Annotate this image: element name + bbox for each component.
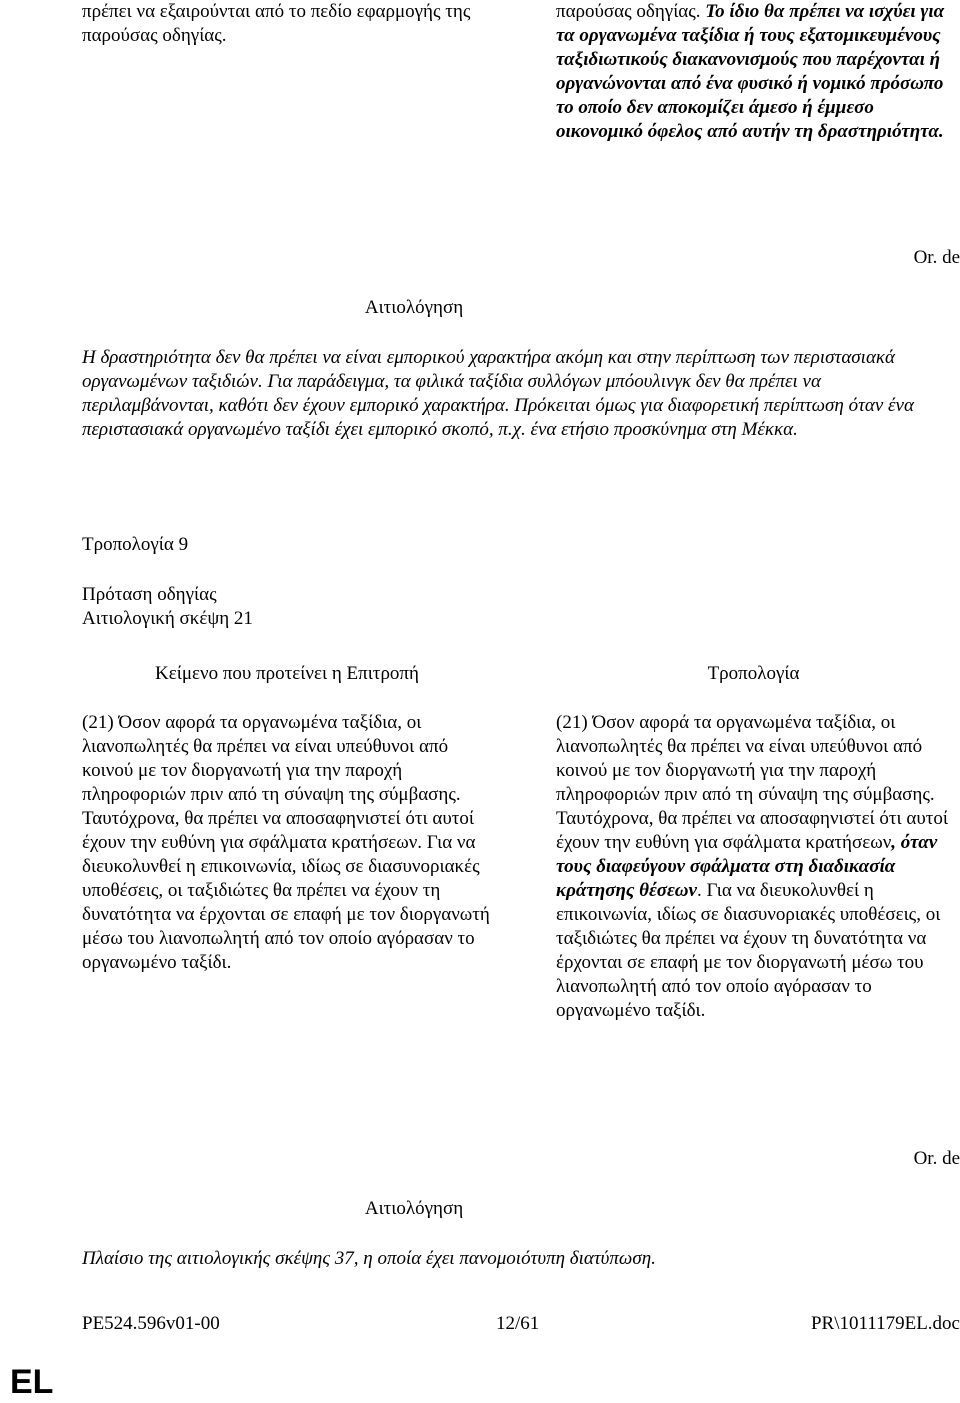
justification-heading-2: Αιτιολόγηση — [364, 1198, 464, 1219]
top-right-bold: Το ίδιο θα πρέπει να ισχύει για τα οργανωμένα ταξίδια ή τους εξατομικευμένους ταξιδιωτικούς διακανονισμούς που παρέχονται ή οργανώνονται από ένα φυσικό ή νομικό πρόσωπο το οποίο δεν αποκομίζει άμεσο ή έμμεσο οικονομικό όφελος από αυτήν τη δραστηριότητα. — [556, 1, 945, 142]
amendment-text-heading: Τροπολογία — [707, 663, 800, 684]
commission-text: (21) Όσον αφορά τα οργανωμένα ταξίδια, οι λιανοπωλητές θα πρέπει να είναι υπεύθυνοι από κοινού με τον διοργανωτή για την παροχή πληροφοριών πριν από τη σύναψη της σύμβασης. Ταυτόχρονα, θα πρέπει να αποσαφηνιστεί ότι αυτοί έχουν την ευθύνη για σφάλματα κρατήσεων. Για να διευκολυνθεί η επικοινωνία, ιδίως σε διασυνοριακές υποθέσεις, οι ταξιδιώτες θα πρέπει να έχουν τη δυνατότητα να έρχονται σε επαφή με τον διοργανωτή μέσω του λιανοπωλητή από τον οποίο αγόρασαν το οργανωμένο ταξίδι. — [82, 712, 490, 973]
footer-page-number: 12/61 — [496, 1313, 540, 1334]
commission-text-heading: Κείμενο που προτείνει η Επιτροπή — [155, 663, 419, 684]
origin-language-2: Or. de — [913, 1148, 960, 1169]
top-right-text — [556, 0, 951, 144]
amendment-text — [556, 711, 951, 1023]
amendment-text-before: (21) Όσον αφορά τα οργανωμένα ταξίδια, οι λιανοπωλητές θα πρέπει να είναι υπεύθυνοι από κοινού με τον διοργανωτή για την παροχή πληροφοριών πριν από τη σύναψη της σύμβασης. Ταυτόχρονα, θα πρέπει να αποσαφηνιστεί ότι αυτοί έχουν την ευθύνη για σφάλματα κρατήσεων — [556, 712, 949, 853]
justification-text-1: Η δραστηριότητα δεν θα πρέπει να είναι εμπορικού χαρακτήρα ακόμη και στην περίπτωση των περιστασιακά οργανωμένων ταξιδιών. Για παράδειγμα, τα φιλικά ταξίδια συλλόγων μπόουλινγκ δεν θα πρέπει να περιλαμβάνονται, καθότι δεν έχουν εμπορικό χαρακτήρα. Πρόκειται όμως για διαφορετική περίπτωση όταν ένα περιστασιακά οργανωμένο ταξίδι έχει εμπορικό σκοπό, π.χ. ένα ετήσιο προσκύνημα στη Μέκκα. — [82, 347, 914, 440]
footer-reference: PE524.596v01-00 — [82, 1313, 220, 1334]
top-right-plain: παρούσας οδηγίας. — [556, 1, 706, 22]
amendment-text-after: . Για να διευκολυνθεί η επικοινωνία, ιδίως σε διασυνοριακές υποθέσεις, οι ταξιδιώτες θα πρέπει να έχουν τη δυνατότητα να έρχονται σε επαφή με τον διοργανωτή μέσω του λιανοπωλητή από τον οποίο αγόρασαν το οργανωμένο ταξίδι. — [556, 880, 941, 1021]
top-left-text: πρέπει να εξαιρούνται από το πεδίο εφαρμογής της παρούσας οδηγίας. — [82, 1, 471, 46]
page-footer — [82, 1312, 960, 1336]
origin-language-1: Or. de — [913, 247, 960, 268]
amendment-recital: Αιτιολογική σκέψη 21 — [82, 608, 253, 629]
amendment-text-added: , όταν τους διαφεύγουν σφάλματα στη διαδικασία κράτησης θέσεων — [556, 832, 938, 901]
amendment-proposal: Πρόταση οδηγίας — [82, 584, 217, 605]
amendment-title: Τροπολογία 9 — [82, 534, 189, 555]
language-code: EL — [10, 1363, 54, 1401]
justification-text-2: Πλαίσιο της αιτιολογικής σκέψης 37, η οποία έχει πανομοιότυπη διατύπωση. — [82, 1248, 656, 1269]
footer-document-name: PR\1011179EL.doc — [810, 1313, 960, 1334]
justification-heading-1: Αιτιολόγηση — [364, 297, 464, 318]
